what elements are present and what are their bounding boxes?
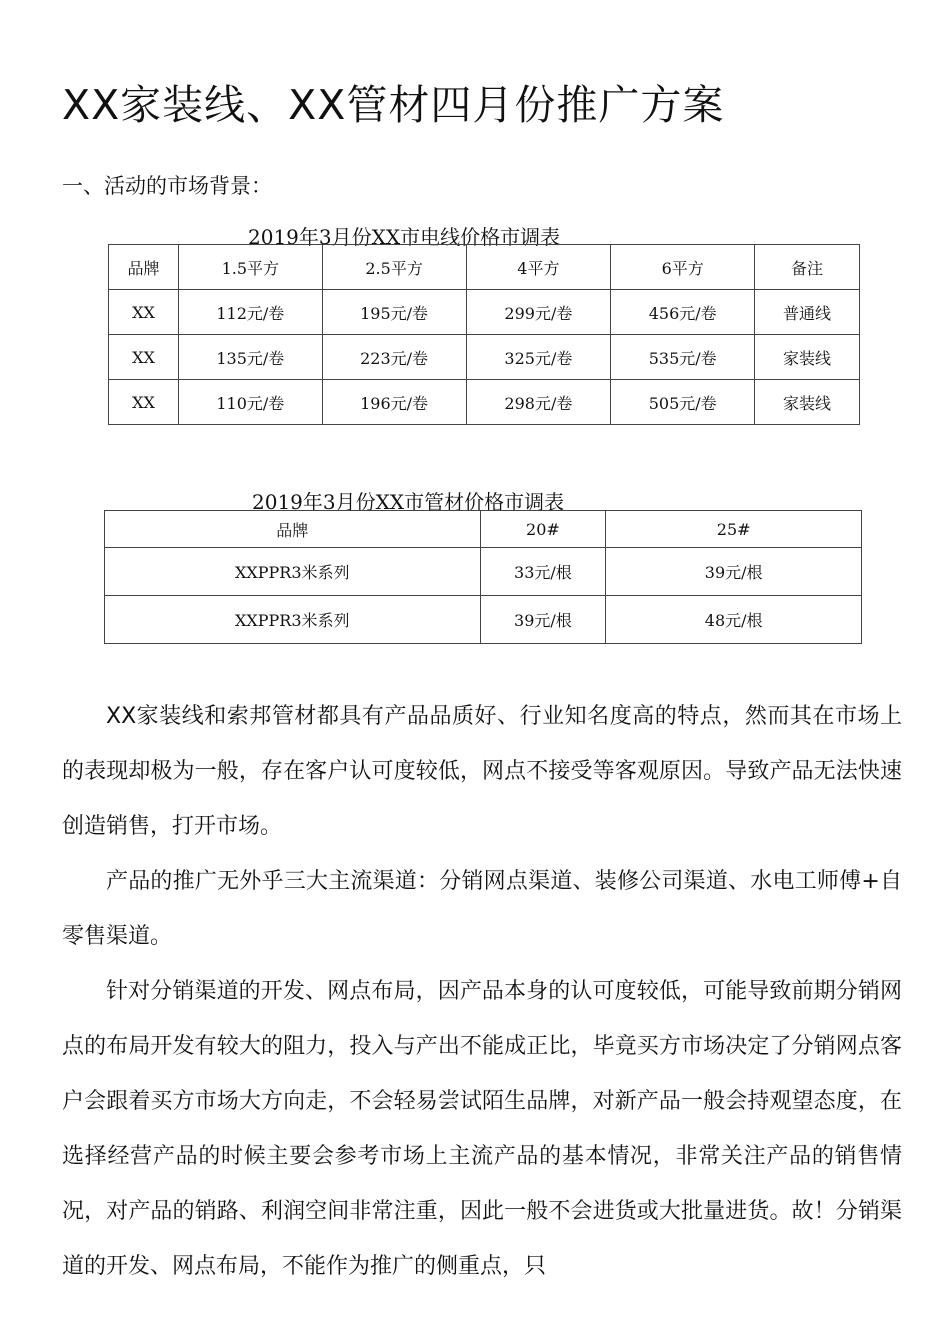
wire-price-table [108,244,860,425]
table-cell: XX [109,290,179,335]
pipe-price-table [104,510,862,644]
table-cell: 195元/卷 [322,290,466,335]
body-paragraph: 针对分销渠道的开发、网点布局，因产品本身的认可度较低，可能导致前期分销网点的布局开发有较大的阻力，投入与产出不能成正比，毕竟买方市场决定了分销网点客户会跟着买方市场大方向走，不会轻易尝试陌生品牌，对新产品一般会持观望态度，在选择经营产品的时候主要会参考市场上主流产品的基本情况，非常关注产品的销售情况，对产品的销路、利润空间非常注重，因此一般不会进货或大批量进货。故！分销渠道的开发、网点布局，不能作为推广的侧重点，只 [62,979,902,1279]
table-cell: 家装线 [755,335,860,380]
table-cell: 196元/卷 [322,380,466,425]
table-cell: 325元/卷 [466,335,611,380]
table-header-cell: 6平方 [611,245,755,290]
table-cell: 456元/卷 [611,290,755,335]
table-header-row [105,511,862,548]
table-cell: 33元/根 [480,548,606,596]
table-cell: 39元/根 [480,596,606,644]
table-cell: 112元/卷 [178,290,322,335]
body-paragraph: XX家装线和索邦管材都具有产品品质好、行业知名度高的特点，然而其在市场上的表现却极为一般，存在客户认可度较低，网点不接受等客观原因。导致产品无法快速创造销售，打开市场。 [62,704,902,839]
body-paragraph: 产品的推广无外乎三大主流渠道：分销网点渠道、装修公司渠道、水电工师傅+自零售渠道。 [62,869,902,949]
table-header-cell: 备注 [755,245,860,290]
table-header-cell: 品牌 [105,511,481,548]
table-cell: 535元/卷 [611,335,755,380]
table-cell: 505元/卷 [611,380,755,425]
table-header-cell: 4平方 [466,245,611,290]
table-header-cell: 1.5平方 [178,245,322,290]
section-heading: 一、活动的市场背景： [62,174,272,198]
table-cell: XX [109,335,179,380]
table-cell: 110元/卷 [178,380,322,425]
table-cell: 家装线 [755,380,860,425]
table-cell: XX [109,380,179,425]
table-row [109,380,860,425]
table-row [105,548,862,596]
table-cell: 普通线 [755,290,860,335]
table-cell: 135元/卷 [178,335,322,380]
table-header-cell: 20# [480,511,606,548]
table-row [105,596,862,644]
table-cell: 299元/卷 [466,290,611,335]
table-cell: 39元/根 [606,548,862,596]
table-cell: XXPPR3米系列 [105,596,481,644]
table-cell: 298元/卷 [466,380,611,425]
table-cell: XXPPR3米系列 [105,548,481,596]
pipe-table-caption: 2019年3月份XX市管材价格市调表 [252,490,565,514]
table-row [109,335,860,380]
table-row [109,290,860,335]
table-header-cell: 2.5平方 [322,245,466,290]
table-cell: 48元/根 [606,596,862,644]
table-header-row [109,245,860,290]
table-cell: 223元/卷 [322,335,466,380]
document-title: XX家装线、XX管材四月份推广方案 [62,81,725,129]
wire-table-caption: 2019年3月份XX市电线价格市调表 [248,225,561,249]
table-header-cell: 25# [606,511,862,548]
table-header-cell: 品牌 [109,245,179,290]
